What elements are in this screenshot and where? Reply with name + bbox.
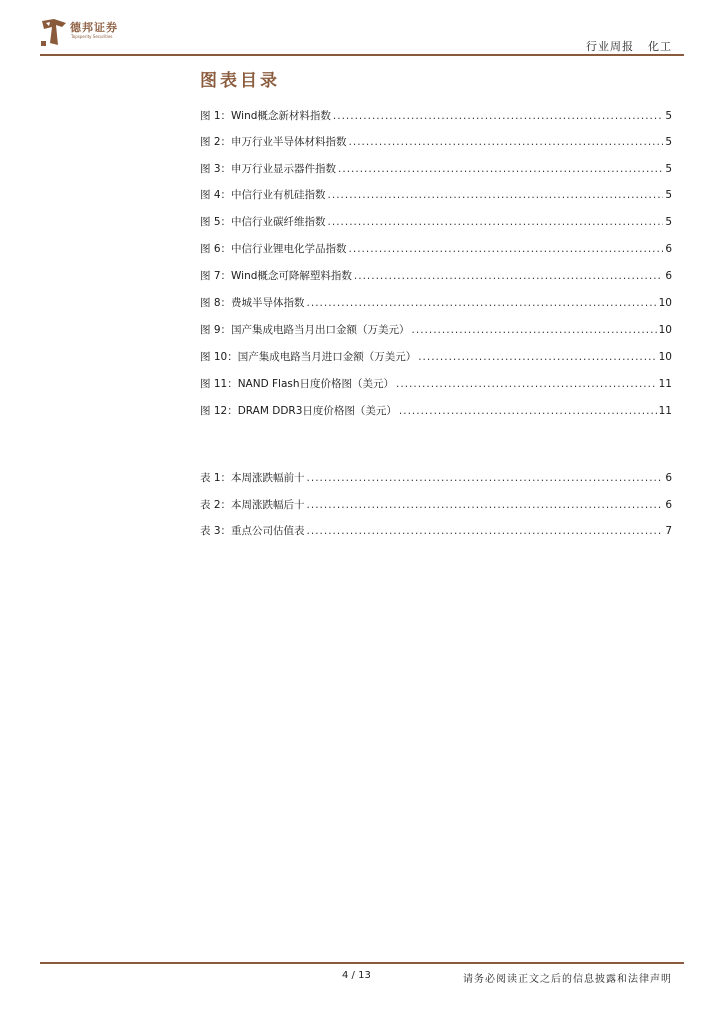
toc-item-figure-10[interactable] bbox=[200, 349, 672, 365]
toc-item-label: 图 3：申万行业显示器件指数 bbox=[200, 163, 337, 175]
toc-item-label: 图 10：国产集成电路当月进口金额（万美元） bbox=[200, 351, 417, 363]
toc-item-page: 6 bbox=[665, 499, 672, 511]
toc-item-page: 11 bbox=[658, 405, 672, 417]
toc-item-table-3[interactable] bbox=[200, 523, 672, 539]
toc-item-page: 5 bbox=[665, 189, 672, 201]
dot-leader bbox=[412, 324, 657, 336]
toc-item-label: 图 7：Wind概念可降解塑料指数 bbox=[200, 270, 352, 282]
company-logo bbox=[40, 17, 150, 49]
toc-item-page: 6 bbox=[665, 472, 672, 484]
toc-item-figure-11[interactable] bbox=[200, 376, 672, 392]
toc-item-label: 图 12：DRAM DDR3日度价格图（美元） bbox=[200, 405, 397, 417]
dot-leader bbox=[328, 189, 664, 201]
dot-leader bbox=[328, 216, 664, 228]
dot-leader bbox=[333, 110, 663, 122]
toc-item-figure-8[interactable] bbox=[200, 295, 672, 311]
toc-item-page: 10 bbox=[658, 324, 672, 336]
toc-item-page: 7 bbox=[665, 525, 672, 537]
dot-leader bbox=[349, 243, 664, 255]
toc-item-label: 图 11：NAND Flash日度价格图（美元） bbox=[200, 378, 395, 390]
dot-leader bbox=[354, 270, 663, 282]
toc-item-page: 11 bbox=[658, 378, 672, 390]
toc-item-label: 图 9：国产集成电路当月出口金额（万美元） bbox=[200, 324, 410, 336]
dot-leader bbox=[399, 405, 657, 417]
toc-item-page: 10 bbox=[658, 351, 672, 363]
toc-item-page: 5 bbox=[665, 216, 672, 228]
industry-name: 化工 bbox=[648, 40, 672, 53]
toc-item-figure-1[interactable] bbox=[200, 108, 672, 124]
toc-item-figure-7[interactable] bbox=[200, 268, 672, 284]
toc-item-page: 5 bbox=[665, 163, 672, 175]
logo-chinese-name: 德邦证券 bbox=[70, 21, 118, 34]
header-divider bbox=[40, 54, 684, 56]
toc-item-label: 表 3：重点公司估值表 bbox=[200, 525, 305, 537]
dot-leader bbox=[396, 378, 657, 390]
report-type: 行业周报 bbox=[586, 40, 634, 53]
dot-leader bbox=[307, 472, 664, 484]
toc-item-page: 5 bbox=[665, 110, 672, 122]
toc-item-figure-6[interactable] bbox=[200, 241, 672, 257]
toc-item-label: 图 1：Wind概念新材料指数 bbox=[200, 110, 331, 122]
toc-item-page: 10 bbox=[658, 297, 672, 309]
toc-title: 图表目录 bbox=[200, 71, 280, 91]
toc-item-table-2[interactable] bbox=[200, 497, 672, 513]
dot-leader bbox=[349, 136, 664, 148]
logo-english-name: Topsperity Securities bbox=[71, 34, 113, 39]
dot-leader bbox=[307, 525, 664, 537]
dot-leader bbox=[418, 351, 656, 363]
toc-item-page: 6 bbox=[665, 243, 672, 255]
legal-disclaimer: 请务必阅读正文之后的信息披露和法律声明 bbox=[463, 974, 672, 985]
report-category bbox=[586, 38, 672, 54]
footer-divider bbox=[40, 962, 684, 964]
logo-icon bbox=[40, 17, 68, 47]
toc-item-label: 表 2：本周涨跌幅后十 bbox=[200, 499, 305, 511]
toc-item-figure-4[interactable] bbox=[200, 187, 672, 203]
toc-item-figure-12[interactable] bbox=[200, 403, 672, 419]
toc-item-page: 6 bbox=[665, 270, 672, 282]
toc-item-figure-3[interactable] bbox=[200, 161, 672, 177]
dot-leader bbox=[338, 163, 663, 175]
toc-item-label: 图 2：申万行业半导体材料指数 bbox=[200, 136, 347, 148]
toc-item-table-1[interactable] bbox=[200, 470, 672, 486]
page-number: 4 / 13 bbox=[342, 970, 371, 981]
toc-item-label: 表 1：本周涨跌幅前十 bbox=[200, 472, 305, 484]
toc-item-label: 图 4：中信行业有机硅指数 bbox=[200, 189, 326, 201]
toc-item-figure-2[interactable] bbox=[200, 134, 672, 150]
dot-leader bbox=[307, 499, 664, 511]
toc-item-label: 图 6：中信行业锂电化学品指数 bbox=[200, 243, 347, 255]
toc-item-label: 图 5：中信行业碳纤维指数 bbox=[200, 216, 326, 228]
toc-item-figure-5[interactable] bbox=[200, 214, 672, 230]
dot-leader bbox=[307, 297, 657, 309]
toc-item-page: 5 bbox=[665, 136, 672, 148]
toc-item-figure-9[interactable] bbox=[200, 322, 672, 338]
toc-item-label: 图 8：费城半导体指数 bbox=[200, 297, 305, 309]
